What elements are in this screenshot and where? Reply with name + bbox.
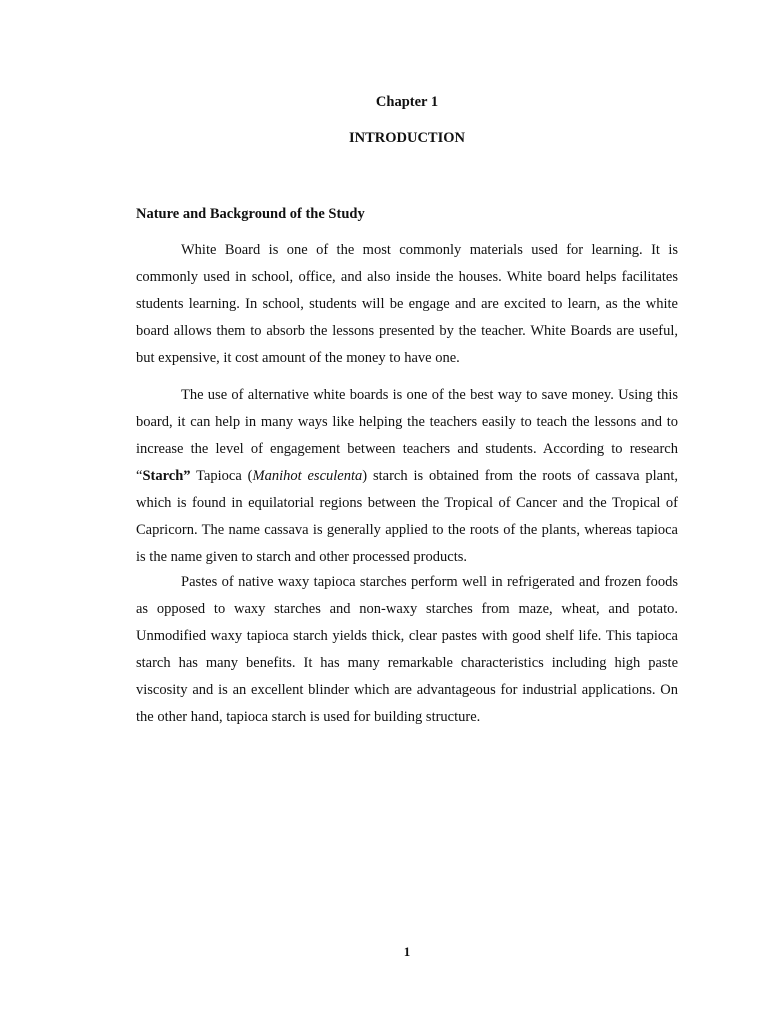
page-number: 1	[403, 944, 411, 959]
starch-term: Starch”	[142, 468, 191, 484]
paragraph-3	[136, 569, 678, 731]
paragraph-2-part-after: ) starch is obtained from the roots of cassava plant, which is found in equilatorial regions between the Tropical of Cancer and the Tropical of Capricorn. The name cassava is generally applied to the roots of the plants, whereas tapioca is the name given to starch and other processed products.	[136, 468, 678, 565]
paragraph-2-part-before: The use of alternative white boards is one of the best way to save money. Using this board, it can help in many ways like helping the teachers easily to teach the lessons and to increase the level of engagement between teachers and students. According to research “	[136, 387, 678, 484]
paragraph-2	[136, 382, 678, 571]
paragraph-2-part-middle: Tapioca (	[190, 468, 253, 484]
scientific-name: Manihot esculenta	[252, 468, 363, 484]
paragraph-1	[136, 237, 678, 372]
chapter-label: Chapter 1	[375, 94, 439, 110]
paragraph-1-text: White Board is one of the most commonly materials used for learning. It is commonly used in school, office, and also inside the houses. White board helps facilitates students learning. In school, students will be engage and are excited to learn, as the white board allows them to absorb the lessons presented by the teacher. White Boards are useful, but expensive, it cost amount of the money to have one.	[136, 242, 678, 366]
paragraph-3-text: Pastes of native waxy tapioca starches perform well in refrigerated and frozen foods as opposed to waxy starches and non-waxy starches from maze, wheat, and potato. Unmodified waxy tapioca starch yields thick, clear pastes with good shelf life. This tapioca starch has many benefits. It has many remarkable characteristics including high paste viscosity and is an excellent blinder which are advantageous for industrial applications. On the other hand, tapioca starch is used for building structure.	[136, 574, 678, 725]
paragraph-2-text	[136, 382, 678, 571]
chapter-heading: INTRODUCTION	[348, 130, 465, 146]
section-title: Nature and Background of the Study	[136, 206, 365, 222]
